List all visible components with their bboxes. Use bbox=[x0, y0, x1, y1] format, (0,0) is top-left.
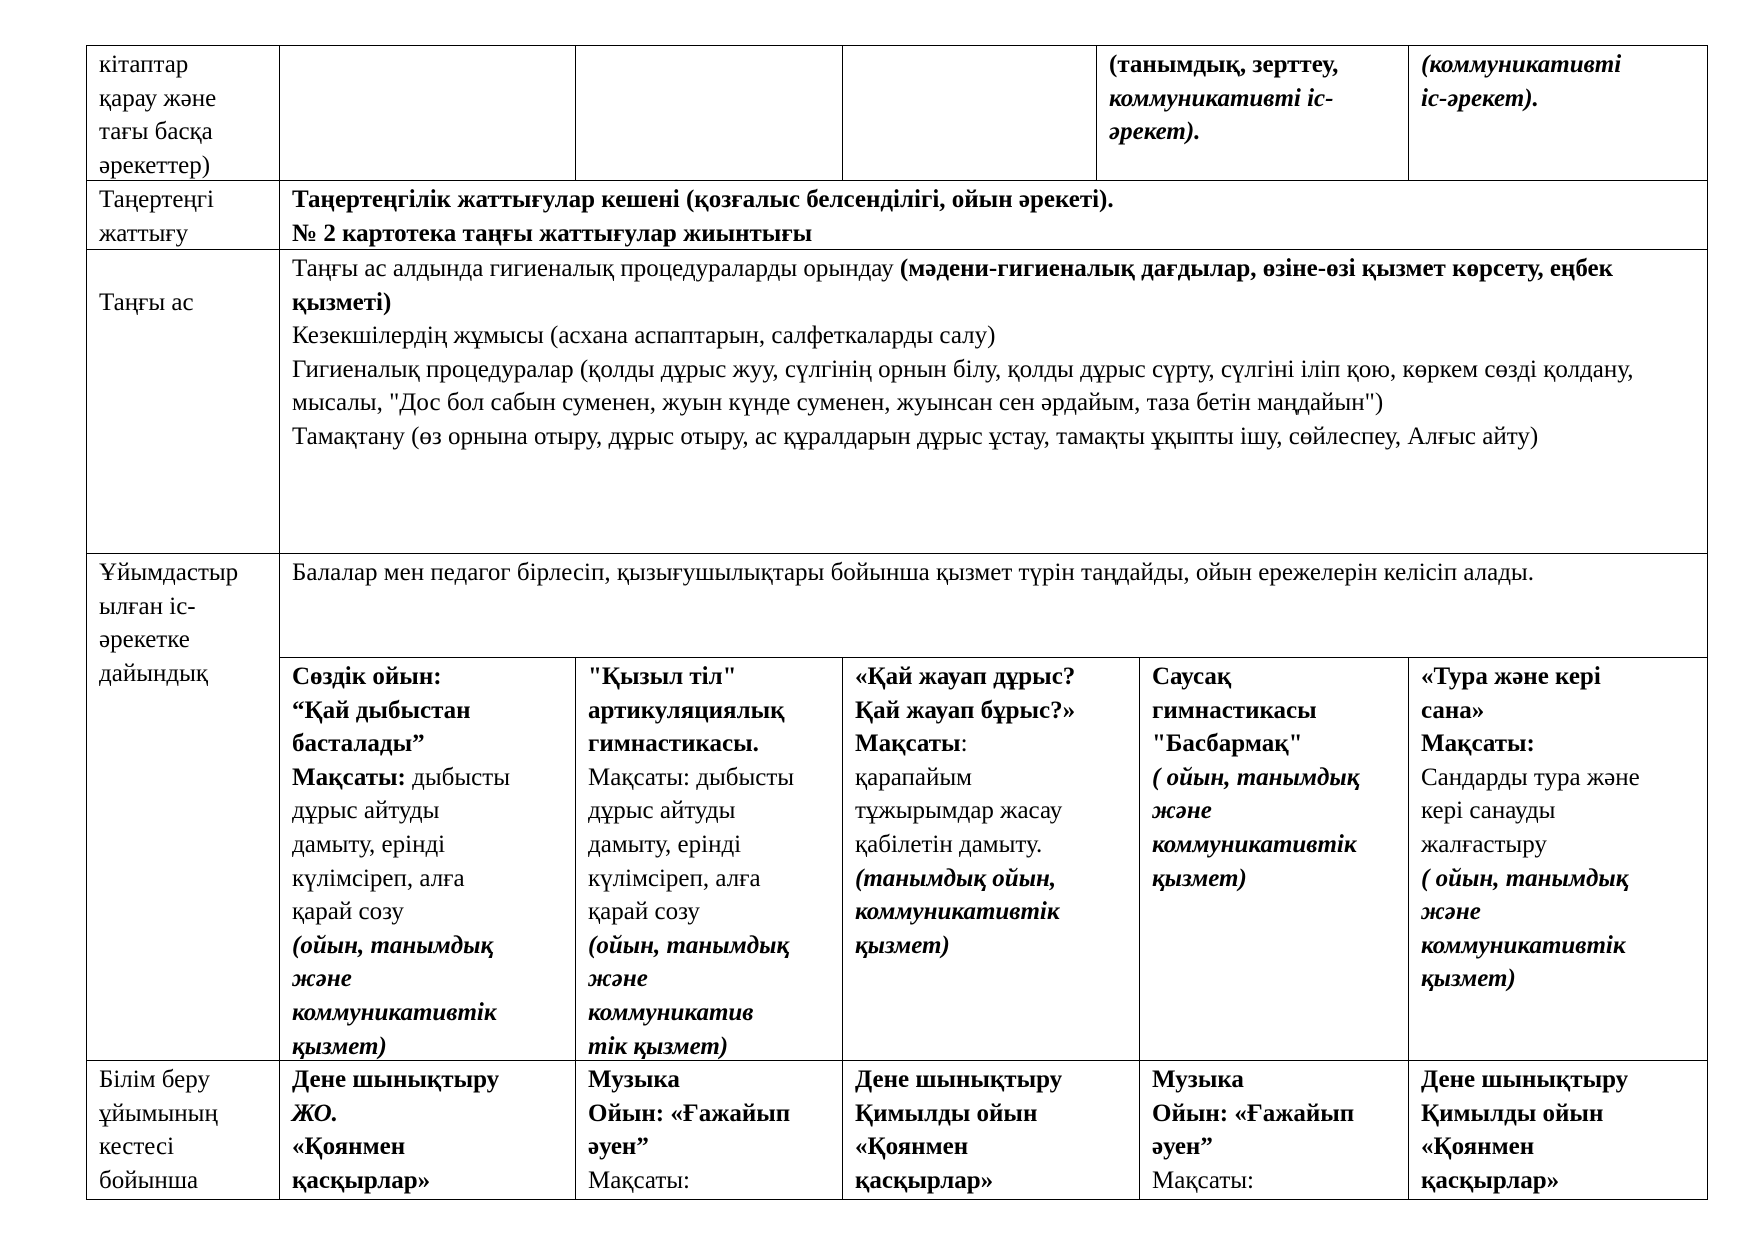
row-schedule-label: Білім беру ұйымының кестесі бойынша bbox=[99, 1066, 218, 1194]
schedule-col2: Дене шынықтыру ЖО. «Қоянмен қасқырлар» bbox=[292, 1066, 500, 1194]
row-exercise-content: Таңертеңгілік жаттығулар кешені (қозғалыс белсенділігі, ойын әрекеті). № 2 картотека таңғы жаттығулар жиынтығы bbox=[292, 186, 1114, 247]
prep-col4: «Қай жауап дұрыс? Қай жауап бұрыс?» Мақсаты: қарапайым тұжырымдар жасау қабілетін дамыту. (танымдық ойын, коммуникативтік қызмет) bbox=[855, 663, 1076, 959]
row-top-col6: (коммуникативті іс-әрекет). bbox=[1421, 51, 1622, 112]
row-prep-intro: Балалар мен педагог бірлесіп, қызығушылықтары бойынша қызмет түрін таңдайды, ойын ережелерін келісіп алады. bbox=[292, 559, 1534, 586]
row-breakfast-content: Таңғы ас алдында гигиеналық процедураларды орындау (мәдени-гигиеналық дағдылар, өзіне-өзі қызмет көрсету, еңбек қызметі) Кезекшілердің жұмысы (асхана аспаптарын, салфеткаларды салу) Гигиеналық процедуралар (қолды дұрыс жуу, сүлгінің орнын білу, қолды дұрыс сүрту, сүлгіні іліп қою, көркем сөзді қолдану, мысалы, "Дос бол сабын суменен, жуын күнде суменен, жуынсан сен әрдайым, таза бетін маңдайын") Тамақтану (өз орнына отыру, дұрыс отыру, ас құралдарын дұрыс ұстау, тамақты ұқыпты ішу, сөйлеспеу, Алғыс айту) bbox=[280, 250, 1707, 553]
table-border-right bbox=[1707, 45, 1708, 1200]
schedule-table bbox=[86, 45, 1708, 1200]
prep-col2: Сөздік ойын: “Қай дыбыстан басталады” Мақсаты: дыбысты дұрыс айтуды дамыту, ерінді күлімсіреп, алға қарай созу (ойын, танымдық және коммуникативтік қызмет) bbox=[292, 663, 510, 1060]
prep-col5: Саусақ гимнастикасы "Басбармақ" ( ойын, танымдық және коммуникативтік қызмет) bbox=[1152, 663, 1360, 892]
schedule-col6: Дене шынықтыру Қимылды ойын «Қоянмен қасқырлар» bbox=[1421, 1066, 1629, 1194]
schedule-col3: Музыка Ойын: «Ғажайып әуен” Мақсаты: bbox=[588, 1066, 791, 1194]
row-top-col5: (танымдық, зерттеу, коммуникативті іс- әрекет). bbox=[1109, 51, 1339, 146]
table-border-bottom bbox=[86, 1199, 1708, 1200]
breakfast-paragraph: Таңғы ас алдында гигиеналық процедураларды орындау (мәдени-гигиеналық дағдылар, өзіне-өзі қызмет көрсету, еңбек қызметі) bbox=[292, 255, 1614, 316]
column-divider bbox=[575, 45, 576, 181]
row-exercise-label: Таңертеңгі жаттығу bbox=[99, 186, 214, 247]
row-breakfast-label: Таңғы ас bbox=[99, 289, 194, 316]
prep-col6: «Тура және кері сана» Мақсаты: Сандарды тура және кері санауды жалғастыру ( ойын, танымдық және коммуникативтік қызмет) bbox=[1421, 663, 1640, 993]
column-divider bbox=[842, 45, 843, 181]
prep-col3: "Қызыл тіл" артикуляциялық гимнастикасы. Мақсаты: дыбысты дұрыс айтуды дамыту, ерінді күлімсіреп, алға қарай созу (ойын, танымдық және коммуникатив тік қызмет) bbox=[588, 663, 795, 1060]
schedule-col5: Музыка Ойын: «Ғажайып әуен” Мақсаты: bbox=[1152, 1066, 1355, 1194]
schedule-col4: Дене шынықтыру Қимылды ойын «Қоянмен қасқырлар» bbox=[855, 1066, 1063, 1194]
row-top-label: кітаптар қарау және тағы басқа әрекеттер) bbox=[99, 51, 217, 179]
row-prep-label: Ұйымдастыр ылған іс- әрекетке дайындық bbox=[99, 559, 239, 687]
